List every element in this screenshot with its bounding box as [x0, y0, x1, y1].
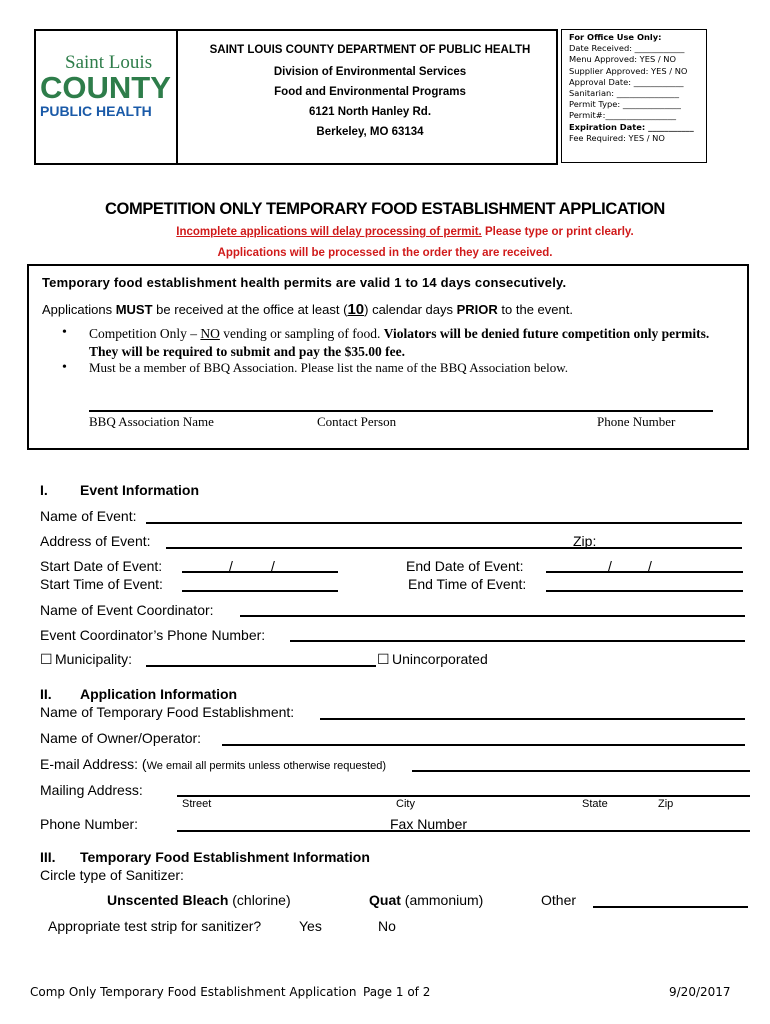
start-date-field[interactable]	[182, 571, 338, 573]
sanitizer-other-option[interactable]: Other	[541, 892, 577, 908]
bleach-rest: (chlorine)	[228, 892, 291, 908]
sanitizer-quat-option[interactable]	[369, 892, 483, 908]
office-supplier-approved: Supplier Approved: YES / NO	[569, 65, 688, 76]
office-menu-approved: Menu Approved: YES / NO	[569, 54, 677, 65]
office-fee-required: Fee Required: YES / NO	[569, 132, 665, 143]
agency-program: Food and Environmental Programs	[274, 86, 466, 98]
section-1-title: Event Information	[80, 482, 200, 498]
notice-underlined: Incomplete applications will delay processing of permit.	[176, 226, 482, 238]
must-mid2: ) calendar days	[364, 302, 457, 317]
mailing-state-caption: State	[582, 798, 608, 810]
unincorporated-checkbox[interactable]: ☐	[377, 651, 390, 667]
event-name-label: Name of Event:	[40, 508, 137, 524]
mailing-street-caption: Street	[182, 798, 212, 810]
start-date-label: Start Date of Event:	[40, 558, 163, 574]
must-days: 10	[347, 301, 365, 318]
end-date-slash-1: /	[608, 558, 612, 574]
mailing-city-caption: City	[396, 798, 415, 810]
bullet-competition-only	[89, 325, 719, 361]
logo-line-2: COUNTY	[40, 70, 171, 105]
bbq-info-line[interactable]	[89, 410, 713, 412]
phone-label: Phone Number:	[40, 816, 139, 832]
email-note: We email all permits unless otherwise requested)	[146, 760, 387, 772]
test-strip-label: Appropriate test strip for sanitizer?	[48, 918, 262, 934]
agency-division: Division of Environmental Services	[273, 66, 467, 78]
establishment-name-field[interactable]	[320, 718, 745, 720]
coordinator-label: Name of Event Coordinator:	[40, 602, 214, 618]
coordinator-phone-label: Event Coordinator’s Phone Number:	[40, 627, 266, 643]
must-bold: MUST	[115, 302, 153, 317]
agency-name: SAINT LOUIS COUNTY DEPARTMENT OF PUBLIC HEALTH	[209, 44, 531, 56]
end-date-label: End Date of Event:	[406, 558, 524, 574]
office-use-panel	[561, 29, 707, 163]
must-post: to the event.	[497, 302, 573, 317]
quat-bold: Quat	[369, 892, 401, 908]
office-approval-date: Approval Date: ____________	[569, 76, 684, 87]
footer-form-name: Comp Only Temporary Food Establishment Application	[30, 985, 357, 999]
event-zip-label: Zip:	[573, 533, 597, 549]
start-time-field[interactable]	[182, 590, 338, 592]
must-pre: Applications	[42, 302, 116, 317]
email-label	[40, 756, 386, 772]
office-sanitarian: Sanitarian: _______________	[569, 88, 679, 99]
email-label-text: E-mail Address: (	[40, 756, 147, 772]
coordinator-phone-field[interactable]	[290, 640, 745, 642]
sanitizer-other-field[interactable]	[593, 906, 748, 908]
sanitizer-bleach-option[interactable]	[107, 892, 291, 908]
office-use-title: For Office Use Only:	[569, 32, 662, 42]
start-date-slash-2: /	[271, 558, 275, 574]
agency-street: 6121 North Hanley Rd.	[308, 106, 432, 118]
start-time-label: Start Time of Event:	[40, 576, 163, 592]
section-1-number: I.	[40, 482, 48, 498]
section-3-number: III.	[40, 849, 56, 865]
fax-label: Fax Number	[390, 816, 468, 832]
logo-line-1: Saint Louis	[65, 52, 153, 73]
must-mid: be received at the office at least (	[152, 302, 348, 317]
office-date-received: Date Received: ____________	[569, 43, 685, 54]
municipality-field[interactable]	[146, 665, 376, 667]
office-permit-type: Permit Type: ______________	[569, 99, 681, 110]
email-field[interactable]	[412, 770, 750, 772]
notice-line-2: Applications will be processed in the order they are received.	[217, 247, 553, 259]
bullet1-b: vending or sampling of food.	[219, 326, 384, 341]
owner-field[interactable]	[222, 744, 745, 746]
end-time-field[interactable]	[546, 590, 743, 592]
must-received-line	[42, 301, 573, 318]
end-date-slash-2: /	[648, 558, 652, 574]
county-logo	[40, 52, 170, 122]
bullet1-a: Competition Only –	[89, 326, 201, 341]
mailing-field[interactable]	[177, 795, 750, 797]
agency-city: Berkeley, MO 63134	[316, 126, 424, 138]
bullet-bbq-member: Must be a member of BBQ Association. Please list the name of the BBQ Association below.	[89, 360, 569, 375]
test-strip-yes[interactable]: Yes	[299, 918, 322, 934]
start-date-slash-1: /	[229, 558, 233, 574]
col-association-name: BBQ Association Name	[89, 414, 214, 429]
municipality-checkbox[interactable]: ☐	[40, 651, 53, 667]
page-title: COMPETITION ONLY TEMPORARY FOOD ESTABLISHMENT APPLICATION	[105, 200, 665, 218]
event-name-field[interactable]	[146, 522, 742, 524]
col-contact-person: Contact Person	[317, 414, 397, 429]
office-permit-number: Permit#:_________________	[569, 110, 676, 121]
section-2-title: Application Information	[80, 686, 238, 702]
header-divider	[176, 29, 178, 165]
owner-label: Name of Owner/Operator:	[40, 730, 202, 746]
end-time-label: End Time of Event:	[408, 576, 527, 592]
notice-line-1	[0, 226, 770, 238]
section-2-number: II.	[40, 686, 52, 702]
mailing-label: Mailing Address:	[40, 782, 143, 798]
sanitizer-circle-label: Circle type of Sanitizer:	[40, 867, 184, 883]
bullet1-bold: Violators will be denied future competition only permits. They will be required to submit and pay the $35.00 fee.	[89, 326, 710, 359]
office-expiration-date: Expiration Date: ___________	[569, 121, 694, 132]
notice-rest: Please type or print clearly.	[481, 226, 634, 238]
test-strip-no[interactable]: No	[378, 918, 396, 934]
event-address-label: Address of Event:	[40, 533, 151, 549]
quat-rest: (ammonium)	[400, 892, 484, 908]
permit-validity-heading: Temporary food establishment health permits are valid 1 to 14 days consecutively.	[42, 275, 567, 290]
unincorporated-label: Unincorporated	[392, 651, 488, 667]
mailing-zip-caption: Zip	[658, 798, 674, 810]
end-date-field[interactable]	[546, 571, 743, 573]
must-prior: PRIOR	[456, 302, 498, 317]
footer-page-number: Page 1 of 2	[363, 985, 431, 999]
col-phone-number: Phone Number	[597, 414, 676, 429]
bullet1-no: NO	[200, 326, 220, 341]
bullet-dot-2: •	[62, 360, 67, 375]
coordinator-field[interactable]	[240, 615, 745, 617]
footer-date: 9/20/2017	[669, 985, 731, 999]
establishment-name-label: Name of Temporary Food Establishment:	[40, 704, 295, 720]
logo-line-3: PUBLIC HEALTH	[40, 103, 152, 119]
section-3-title: Temporary Food Establishment Information	[80, 849, 370, 865]
bullet-dot-1: •	[62, 325, 67, 340]
bleach-bold: Unscented Bleach	[107, 892, 229, 908]
municipality-label: Municipality:	[55, 651, 133, 667]
event-address-field[interactable]	[166, 547, 742, 549]
